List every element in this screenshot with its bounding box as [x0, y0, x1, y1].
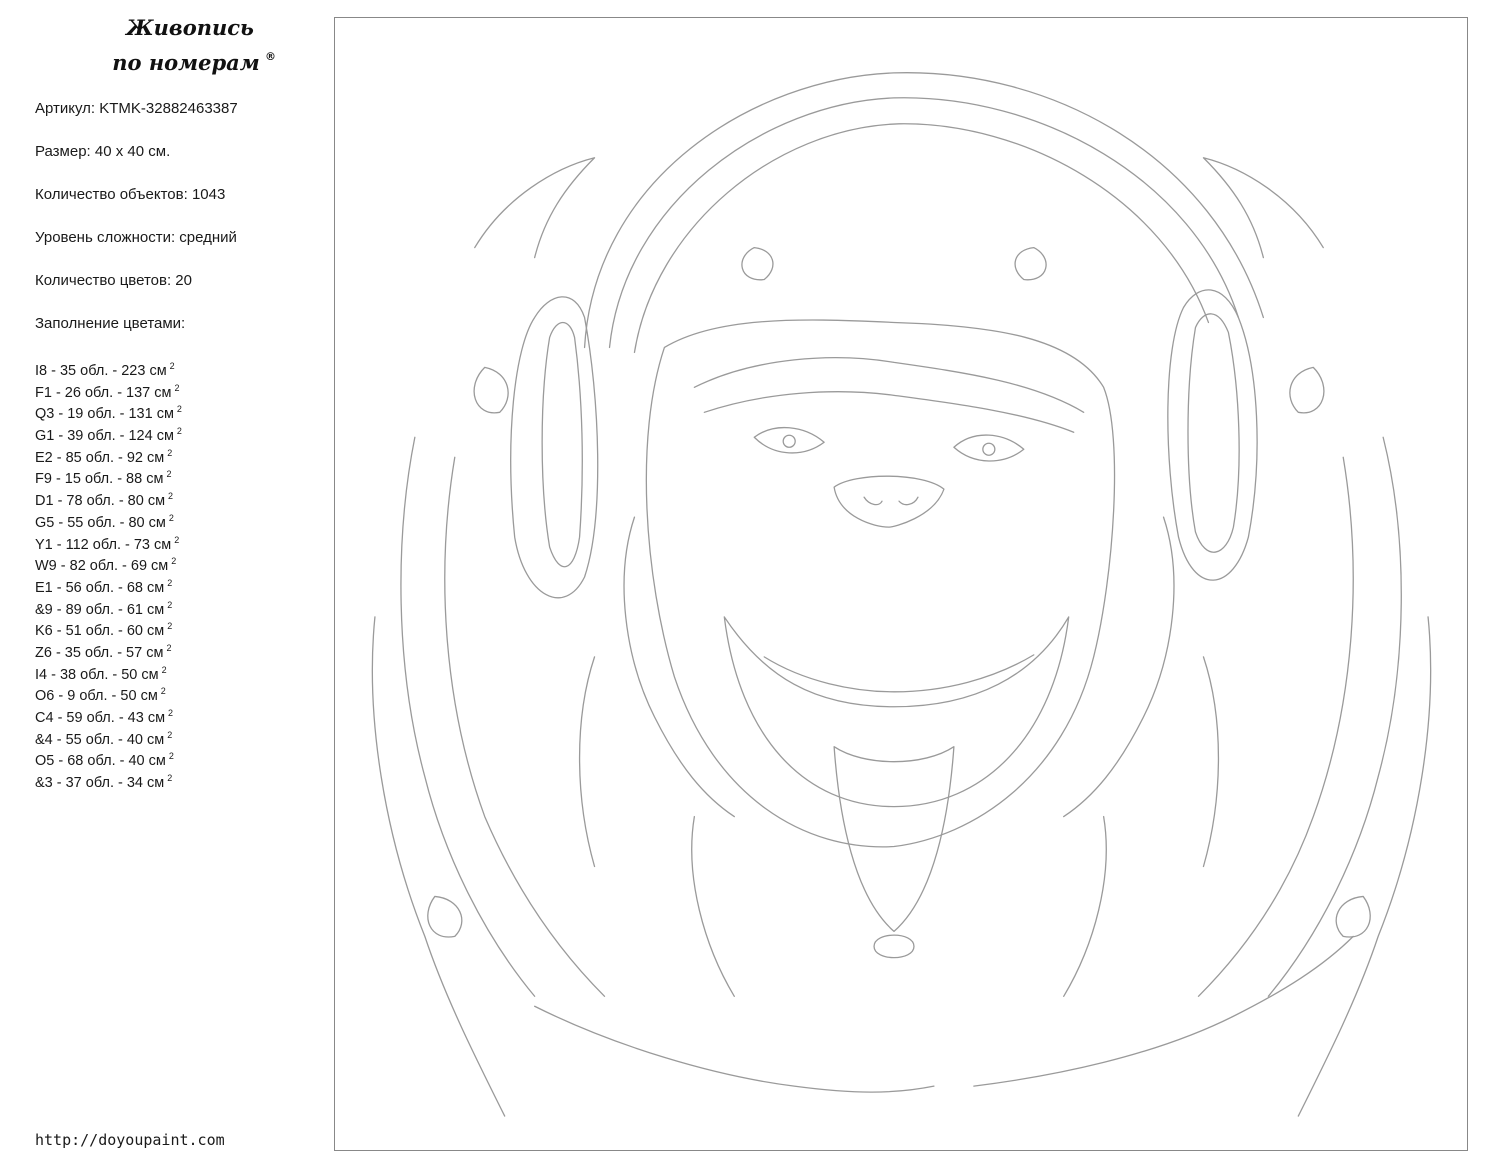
- fill-row-unit-sup: 2: [166, 642, 172, 653]
- fill-row: [35, 443, 182, 465]
- cheek-left: [624, 517, 734, 816]
- fill-row: [35, 378, 182, 400]
- brand-logo: [70, 10, 310, 80]
- fill-row-text: Z6 - 35 обл. - 57 см: [35, 644, 164, 661]
- headphone-band-inner-2: [634, 124, 1208, 353]
- fill-row-text: Y1 - 112 обл. - 73 см: [35, 536, 172, 553]
- fur-top-left: [475, 158, 595, 258]
- nostril-right: [899, 497, 918, 504]
- fur-patch-5: [428, 896, 462, 937]
- fill-row-text: Q3 - 19 обл. - 131 см: [35, 406, 174, 423]
- fill-row-unit-sup: 2: [174, 534, 180, 545]
- fur-patch-4: [1015, 248, 1046, 280]
- fur-right-2: [1198, 457, 1353, 996]
- fill-row-text: F1 - 26 обл. - 137 см: [35, 384, 172, 401]
- fill-row-text: I4 - 38 обл. - 50 см: [35, 666, 159, 683]
- fill-row: [35, 464, 182, 486]
- fill-row-unit-sup: 2: [167, 621, 173, 632]
- legend-sidebar: [0, 0, 330, 1169]
- right-earcup-outline: [1168, 290, 1257, 580]
- fill-row: [35, 703, 182, 725]
- fill-row: [35, 486, 182, 508]
- fur-strand-b: [1064, 817, 1107, 997]
- fill-row-text: E2 - 85 обл. - 92 см: [35, 449, 165, 466]
- fill-row-unit-sup: 2: [160, 686, 166, 697]
- article-number: Артикул: KTMK-32882463387: [35, 100, 238, 117]
- fill-row-unit-sup: 2: [168, 708, 174, 718]
- fill-row-unit-sup: 2: [168, 751, 174, 762]
- fill-row-text: K6 - 51 обл. - 60 см: [35, 623, 165, 640]
- fur-bottom-1: [535, 1006, 934, 1092]
- fill-row-text: C4 - 59 обл. - 43 см: [35, 710, 166, 726]
- fill-row-text: &4 - 55 обл. - 40 см: [35, 731, 165, 748]
- tongue: [834, 747, 954, 932]
- fill-row-text: G5 - 55 обл. - 80 см: [35, 514, 166, 531]
- fill-row: [35, 595, 182, 617]
- fill-row-text: D1 - 78 обл. - 80 см: [35, 493, 166, 510]
- nose: [834, 476, 944, 527]
- fill-row-unit-sup: 2: [168, 491, 174, 502]
- fill-row: [35, 399, 182, 421]
- fur-strand-d: [1203, 657, 1218, 867]
- fill-row-text: G1 - 39 обл. - 124 см: [35, 428, 174, 445]
- color-fill-list: [35, 356, 182, 790]
- fill-row-unit-sup: 2: [176, 404, 182, 415]
- fill-row: [35, 768, 182, 790]
- right-eye: [954, 435, 1024, 461]
- fur-top-right: [1203, 158, 1323, 258]
- fill-row-text: I8 - 35 обл. - 223 см: [35, 363, 167, 379]
- fill-row-unit-sup: 2: [167, 773, 173, 784]
- fill-row: [35, 508, 182, 530]
- colors-count: Количество цветов: 20: [35, 272, 192, 289]
- fill-row: [35, 660, 182, 682]
- fur-patch-1: [474, 367, 508, 412]
- fill-row: [35, 725, 182, 747]
- fill-row-text: O5 - 68 обл. - 40 см: [35, 753, 166, 770]
- fill-row: [35, 551, 182, 573]
- right-earcup-inner: [1188, 314, 1239, 552]
- fill-row-unit-sup: 2: [167, 729, 173, 740]
- brow-inner: [704, 392, 1073, 433]
- headphone-band-outline: [585, 73, 1264, 348]
- chin-ring: [874, 935, 914, 957]
- coloring-canvas: [334, 17, 1468, 1151]
- fur-patch-6: [1336, 896, 1370, 937]
- fill-row-unit-sup: 2: [168, 512, 174, 523]
- fill-row: [35, 746, 182, 768]
- brow-outline: [694, 358, 1083, 413]
- fill-row-unit-sup: 2: [161, 664, 167, 675]
- fill-row-unit-sup: 2: [167, 447, 173, 458]
- fill-row-text: E1 - 56 обл. - 68 см: [35, 579, 165, 596]
- fill-row-text: &9 - 89 обл. - 61 см: [35, 601, 165, 618]
- fill-row-text: &3 - 37 обл. - 34 см: [35, 775, 165, 792]
- fill-row: [35, 573, 182, 595]
- fill-row-unit-sup: 2: [171, 556, 177, 567]
- cheek-right: [1064, 517, 1174, 816]
- fur-patch-2: [1290, 367, 1324, 412]
- nostril-left: [864, 497, 882, 504]
- left-earcup-inner: [542, 322, 582, 566]
- fur-left-3: [372, 617, 504, 1116]
- fill-row: [35, 530, 182, 552]
- fill-heading: Заполнение цветами:: [35, 315, 186, 332]
- head-outline: [646, 320, 1114, 847]
- fill-row-text: F9 - 15 обл. - 88 см: [35, 471, 164, 488]
- fill-row-unit-sup: 2: [169, 361, 175, 371]
- left-pupil: [783, 435, 795, 447]
- canvas-size: Размер: 40 x 40 см.: [35, 143, 171, 160]
- fur-right-1: [1268, 437, 1401, 996]
- brand-line-2: по номерам: [112, 50, 260, 75]
- fill-row-unit-sup: 2: [176, 426, 182, 437]
- difficulty-level: Уровень сложности: средний: [35, 229, 237, 246]
- fur-right-3: [1298, 617, 1430, 1116]
- left-eye: [754, 428, 824, 453]
- fill-row-unit-sup: 2: [174, 382, 180, 393]
- fill-row-text: W9 - 82 обл. - 69 см: [35, 558, 169, 575]
- fur-patch-3: [742, 248, 773, 280]
- fill-row: [35, 421, 182, 443]
- mouth-outline: [724, 617, 1068, 807]
- fill-row-unit-sup: 2: [167, 577, 173, 588]
- right-pupil: [983, 443, 995, 455]
- brand-line-1: Живопись: [126, 15, 254, 40]
- registered-mark: ®: [265, 50, 276, 63]
- objects-count: Количество объектов: 1043: [35, 186, 226, 203]
- fill-row: [35, 681, 182, 703]
- website-url: http://doyoupaint.com: [35, 1131, 225, 1149]
- fill-row: [35, 356, 182, 378]
- fur-strand-c: [580, 657, 595, 867]
- fur-left-1: [401, 437, 535, 996]
- outline-artwork: [335, 18, 1467, 1150]
- fill-row: [35, 616, 182, 638]
- fill-row: [35, 638, 182, 660]
- fill-row-unit-sup: 2: [167, 599, 173, 610]
- product-info: [35, 98, 238, 356]
- fill-row-text: O6 - 9 обл. - 50 см: [35, 688, 158, 705]
- fill-row-unit-sup: 2: [166, 469, 172, 480]
- fur-strand-a: [692, 817, 735, 997]
